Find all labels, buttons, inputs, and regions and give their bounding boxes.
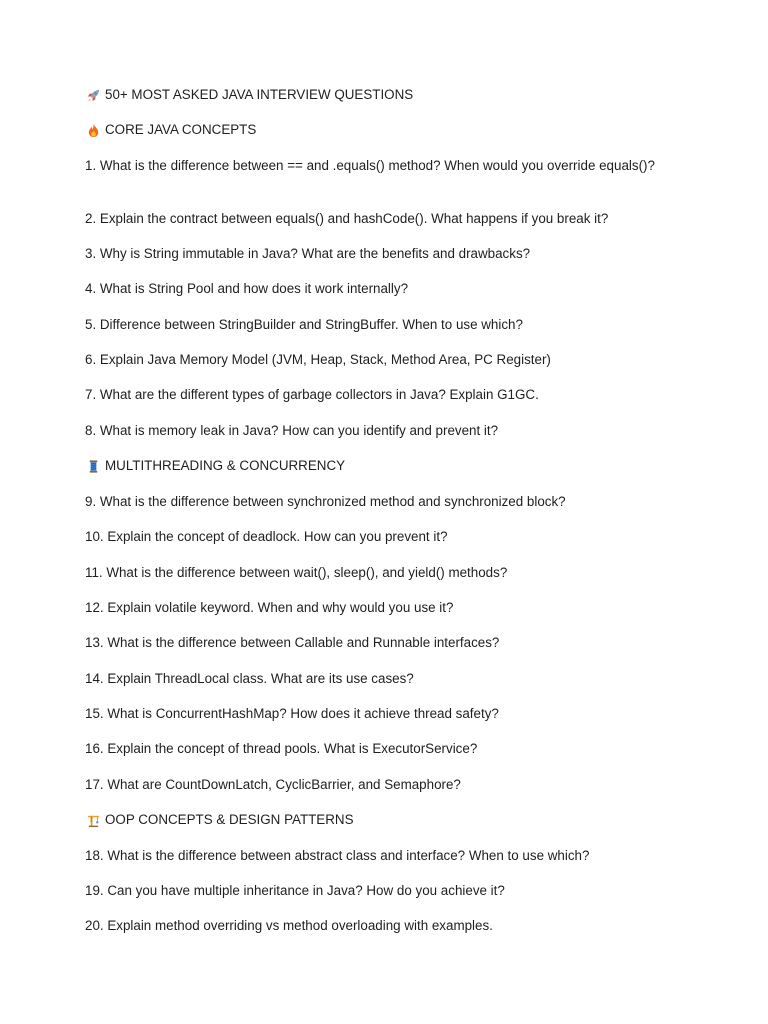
document-title-text: 50+ MOST ASKED JAVA INTERVIEW QUESTIONS [105,87,414,102]
question-item: 17. What are CountDownLatch, CyclicBarrier, and Semaphore? [85,777,461,792]
question-item: 2. Explain the contract between equals() and hashCode(). What happens if you break it? [85,211,609,226]
section-heading-text: CORE JAVA CONCEPTS [105,122,257,137]
question-item: 4. What is String Pool and how does it work internally? [85,281,409,296]
section-heading-text: OOP CONCEPTS & DESIGN PATTERNS [105,812,354,827]
question-item: 18. What is the difference between abstract class and interface? When to use which? [85,848,590,863]
question-item: 5. Difference between StringBuilder and StringBuffer. When to use which? [85,317,523,332]
question-item: 9. What is the difference between synchronized method and synchronized block? [85,494,566,509]
question-item: 8. What is memory leak in Java? How can you identify and prevent it? [85,423,499,438]
question-item: 1. What is the difference between == and .equals() method? When would you override equals()? [85,158,655,173]
question-item: 14. Explain ThreadLocal class. What are its use cases? [85,671,414,686]
question-item: 13. What is the difference between Callable and Runnable interfaces? [85,635,500,650]
question-item: 20. Explain method overriding vs method overloading with examples. [85,918,493,933]
question-item: 15. What is ConcurrentHashMap? How does it achieve thread safety? [85,706,499,721]
section-heading-text: MULTITHREADING & CONCURRENCY [105,458,346,473]
section-heading-multithreading [85,457,685,475]
fire-icon [85,122,101,138]
section-heading-core-java [85,121,685,139]
document-title [85,86,685,104]
question-item: 3. Why is String immutable in Java? What are the benefits and drawbacks? [85,246,531,261]
question-item: 6. Explain Java Memory Model (JVM, Heap, Stack, Method Area, PC Register) [85,352,551,367]
question-item: 7. What are the different types of garbage collectors in Java? Explain G1GC. [85,387,539,402]
question-item: 10. Explain the concept of deadlock. How can you prevent it? [85,529,448,544]
rocket-icon [85,87,101,103]
question-item: 16. Explain the concept of thread pools. What is ExecutorService? [85,741,478,756]
section-heading-oop [85,811,685,829]
question-item: 11. What is the difference between wait(), sleep(), and yield() methods? [85,565,508,580]
question-item: 12. Explain volatile keyword. When and why would you use it? [85,600,454,615]
building-construction-icon [85,812,101,828]
thread-spool-icon [85,458,101,474]
question-item: 19. Can you have multiple inheritance in Java? How do you achieve it? [85,883,505,898]
